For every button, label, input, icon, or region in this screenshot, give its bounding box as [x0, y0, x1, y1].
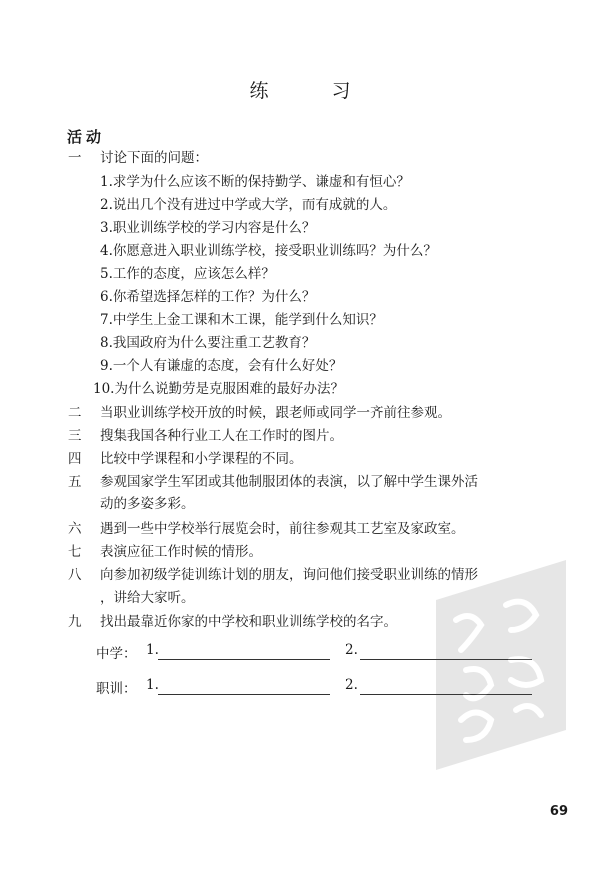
question-6: 6.你希望选择怎样的工作？为什么？: [100, 289, 316, 305]
fill-label: 中学：: [96, 646, 137, 662]
question-8: 8.我国政府为什么要注重工艺教育？: [100, 335, 316, 351]
item-number: 五: [68, 474, 82, 490]
item-text: 向参加初级学徒训练计划的朋友，询问他们接受职业训练的情形: [100, 567, 478, 583]
item-text: 搜集我国各种行业工人在工作时的图片。: [100, 428, 343, 444]
question-2: 2.说出几个没有进过中学或大学，而有成就的人。: [100, 197, 397, 213]
page-title: 练 习: [249, 80, 373, 102]
item-text: 比较中学课程和小学课程的不同。: [100, 451, 303, 467]
item-number: 二: [68, 405, 82, 421]
blank-number-1: 1.: [146, 677, 159, 693]
item-text: 当职业训练学校开放的时候，跟老师或同学一齐前往参观。: [100, 405, 451, 421]
blank-number-2: 2.: [345, 677, 358, 693]
question-10: 10.为什么说勤劳是克服困难的最好办法？: [93, 381, 344, 397]
question-9: 9.一个人有谦虚的态度，会有什么好处？: [100, 358, 343, 374]
exercise-item-8-continued: ，讲给大家听。: [100, 590, 195, 606]
item-text: 参观国家学生军团或其他制服团体的表演，以了解中学生课外活: [100, 474, 478, 490]
item-text: 遇到一些中学校举行展览会时，前往参观其工艺室及家政室。: [100, 521, 465, 537]
item-number: 四: [68, 451, 82, 467]
item-number: 七: [68, 544, 82, 560]
question-7: 7.中学生上金工课和木工课，能学到什么知识？: [100, 312, 383, 328]
exercise-item-5-continued: 动的多姿多彩。: [100, 496, 195, 512]
item-text: 讨论下面的问题：: [100, 150, 208, 166]
answer-blank-1[interactable]: [158, 642, 330, 660]
seal-watermark-icon: [426, 560, 576, 770]
item-number: 六: [68, 521, 82, 537]
item-number: 八: [68, 567, 82, 583]
blank-number-1: 1.: [146, 642, 159, 658]
question-5: 5.工作的态度，应该怎么样？: [100, 266, 275, 282]
item-text: 找出最靠近你家的中学校和职业训练学校的名字。: [100, 614, 397, 630]
page-number: 69: [549, 804, 568, 819]
fill-label: 职训：: [96, 681, 137, 697]
item-number: 三: [68, 428, 82, 444]
item-number: 九: [68, 614, 82, 630]
answer-blank-1[interactable]: [158, 677, 330, 695]
question-1: 1.求学为什么应该不断的保持勤学、谦虚和有恒心？: [100, 174, 410, 190]
section-heading: 活动: [67, 128, 106, 146]
item-number: 一: [68, 150, 82, 166]
question-3: 3.职业训练学校的学习内容是什么？: [100, 220, 316, 236]
question-4: 4.你愿意进入职业训练学校，接受职业训练吗？为什么？: [100, 243, 437, 259]
blank-number-2: 2.: [345, 642, 358, 658]
item-text: 表演应征工作时候的情形。: [100, 544, 262, 560]
